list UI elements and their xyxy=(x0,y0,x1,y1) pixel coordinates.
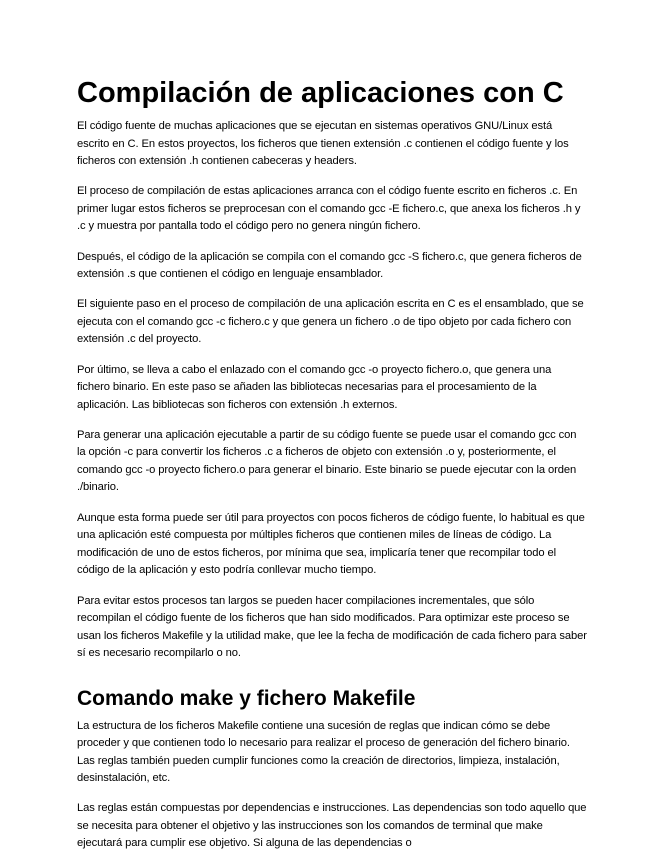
paragraph: Por último, se lleva a cabo el enlazado con el comando gcc -o proyecto fichero.o, que genera una fichero binario. En este paso se añaden las bibliotecas necesarias para el procesamiento de la aplicación. Las bibliotecas son ficheros con extensión .h externos. xyxy=(77,363,552,411)
paragraph: Para generar una aplicación ejecutable a partir de su código fuente se puede usar el comando gcc con la opción -c para convertir los ficheros .c a ficheros de objeto con extensión .o y, posteriormente, el comando gcc -o proyecto fichero.o para generar el binario. Este binario se puede ejecutar con la orden ./binario. xyxy=(77,428,577,494)
paragraph: El proceso de compilación de estas aplicaciones arranca con el código fuente escrito en ficheros .c. En primer lugar estos ficheros se preprocesan con el comando gcc -E fichero.c, que anexa los ficheros .h y .c y muestra por pantalla todo el código pero no genera ningún fichero. xyxy=(77,185,581,233)
section-heading: Comando make y fichero Makefile xyxy=(77,686,416,710)
paragraph: Aunque esta forma puede ser útil para proyectos con pocos ficheros de código fuente, lo habitual es que una aplicación esté compuesta por múltiples ficheros que contienen miles de líneas de código. La modificación de uno de estos ficheros, por mínima que sea, implicaría tener que recompilar todo el código de la aplicación y esto podría conllevar mucho tiempo. xyxy=(77,511,585,577)
page-title: Compilación de aplicaciones con C xyxy=(77,77,564,109)
paragraph: El código fuente de muchas aplicaciones que se ejecutan en sistemas operativos GNU/Linux está escrito en C. En estos proyectos, los ficheros que tienen extensión .c contienen el código fuente y los ficheros con extensión .h contienen cabeceras y headers. xyxy=(77,120,569,167)
paragraph: El siguiente paso en el proceso de compilación de una aplicación escrita en C es el ensamblado, que se ejecuta con el comando gcc -c fichero.c y que genera un fichero .o de tipo objeto por cada fichero con extensión .c del proyecto. xyxy=(77,298,584,346)
paragraph: Para evitar estos procesos tan largos se pueden hacer compilaciones incrementales, que sólo recompilan el código fuente de los ficheros que han sido modificados. Para optimizar este proceso se usan los ficheros Makefile y la utilidad make, que lee la fecha de modificación de cada fichero para saber sí es necesario recompilarlo o no. xyxy=(77,594,587,660)
paragraph: La estructura de los ficheros Makefile contiene una sucesión de reglas que indican cómo se debe proceder y que contienen todo lo necesario para realizar el proceso de generación del fichero binario. Las reglas también pueden cumplir funciones como la creación de directorios, limpieza, instalación, desinstalación, etc. xyxy=(77,719,570,785)
paragraph: Las reglas están compuestas por dependencias e instrucciones. Las dependencias son todo aquello que se necesita para obtener el objetivo y las instrucciones son los comandos de terminal que make ejecutará para cumplir ese objetivo. Si alguna de las dependencias o xyxy=(77,802,587,850)
paragraph: Después, el código de la aplicación se compila con el comando gcc -S fichero.c, que genera ficheros de extensión .s que contienen el código en lenguaje ensamblador. xyxy=(77,250,582,281)
